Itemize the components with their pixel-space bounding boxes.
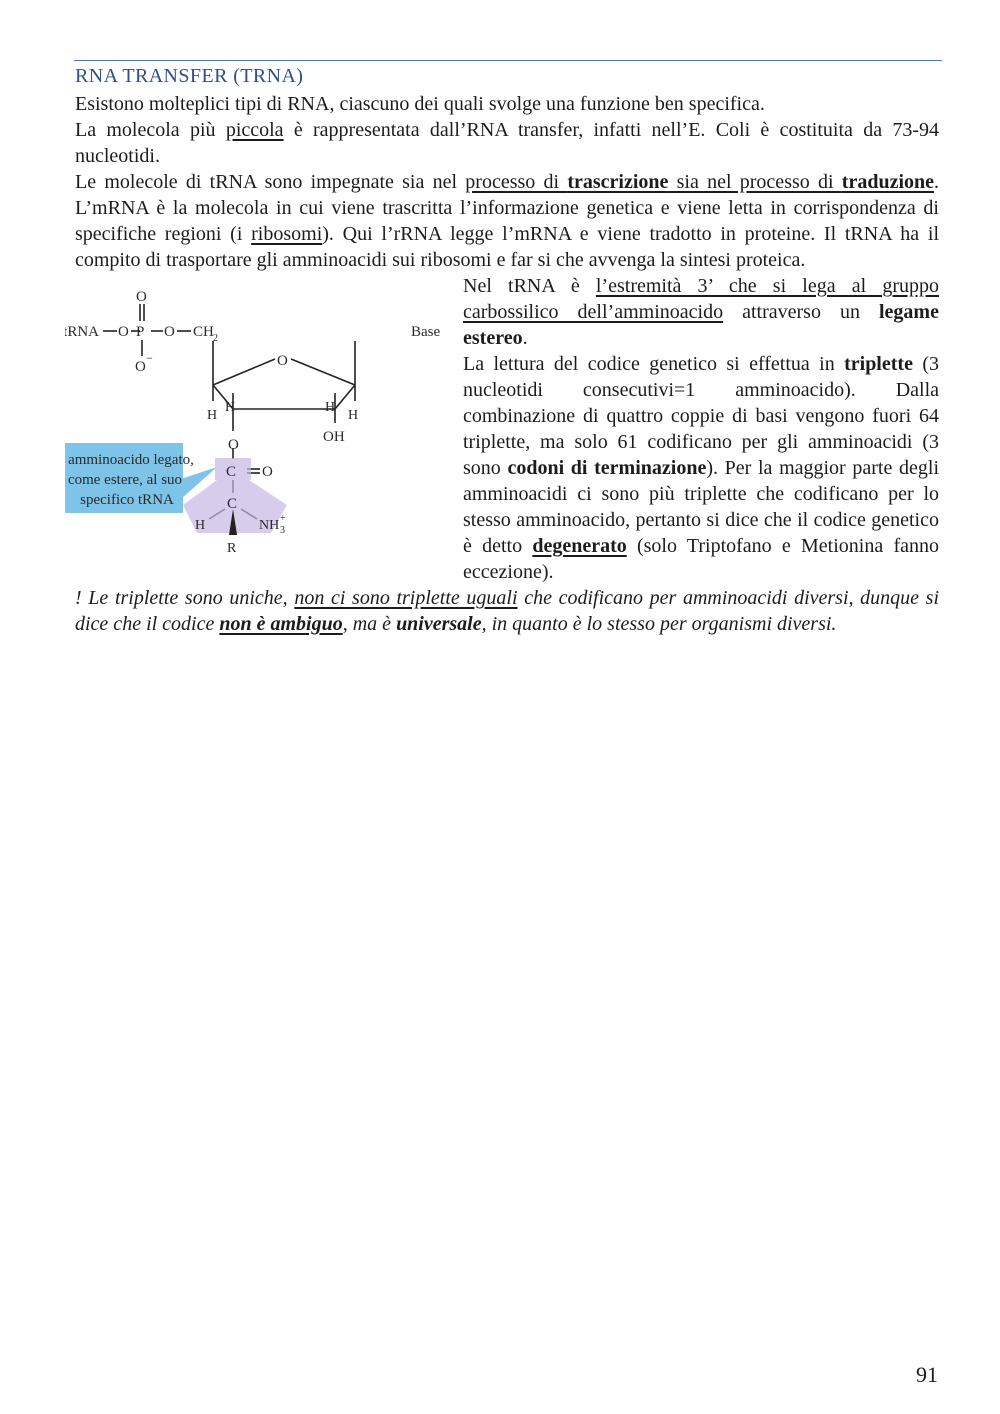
ring-oxygen: O <box>277 353 288 369</box>
trna-amino-acid-figure <box>65 273 457 581</box>
paragraph-3: Le molecole di tRNA sono impegnate sia nel processo di trascrizione sia nel processo di traduzione. L’mRNA è la molecola in cui viene trascritta l’informazione genetica e viene letta in corrispondenza di specifiche regioni (i ribosomi). Qui l’rRNA legge l’mRNA e viene tradotto in proteine. Il tRNA ha il compito di trasportare gli amminoacidi sui ribosomi e far si che avvenga la sintesi proteica. <box>75 171 940 271</box>
underlined-estremita: l’estremità 3’ che si lega al gruppo carbossilico dell’amminoacido <box>463 275 939 323</box>
nh3-subscript: 3 <box>280 525 285 536</box>
phosphate-o-left: O <box>118 324 129 340</box>
underlined-piccola: piccola <box>225 119 284 141</box>
trna-label: tRNA <box>65 324 99 340</box>
alpha-carbon: C <box>227 496 238 512</box>
page-number: 91 <box>916 1362 938 1387</box>
underlined-non-ambiguo: non è ambiguo <box>219 613 343 635</box>
ch2-subscript: 2 <box>213 333 218 344</box>
underlined-processes: processo di trascrizione sia nel processo di traduzione <box>465 171 935 193</box>
nh3-charge: + <box>280 513 286 524</box>
phosphate-o-minus: O <box>135 359 146 375</box>
ester-oxygen: O <box>228 437 239 453</box>
phosphate-double-o: O <box>136 289 147 305</box>
ch2-group: CH <box>193 324 214 340</box>
paragraph-1: Esistono molteplici tipi di RNA, ciascuno dei quali svolge una funzione ben specifica. <box>75 93 765 115</box>
section-heading: RNA TRANSFER (TRNA) <box>75 65 304 87</box>
ring-h-3: H <box>207 408 218 423</box>
r-group: R <box>227 541 237 556</box>
underlined-ribosomi: ribosomi <box>251 223 323 245</box>
ring-h-1: H <box>225 400 236 415</box>
underlined-triplette-uguali: non ci sono triplette uguali <box>294 587 518 609</box>
paragraph-2: La molecola più piccola è rappresentata dall’RNA transfer, infatti nell’E. Coli è costituita da 73-94 nucleotidi. <box>75 119 940 167</box>
underlined-degenerato: degenerato <box>532 535 627 557</box>
alpha-h: H <box>195 518 206 533</box>
phosphate-o-right: O <box>164 324 175 340</box>
phosphorus-atom: P <box>136 324 145 340</box>
carbonyl-oxygen: O <box>262 464 273 480</box>
minus-charge: − <box>146 351 153 365</box>
hydroxyl-group: OH <box>323 429 345 445</box>
ring-h-4: H <box>348 408 359 423</box>
carbonyl-carbon: C <box>226 464 237 480</box>
ring-h-2: H <box>325 400 336 415</box>
paragraph-6: ! Le triplette sono uniche, non ci sono triplette uguali che codificano per amminoacidi diversi, dunque si dice che il codice non è ambiguo, ma è universale, in quanto è lo stesso per organismi diversi. <box>75 587 940 635</box>
paragraph-4: Nel tRNA è l’estremità 3’ che si lega al gruppo carbossilico dell’amminoacido attraverso un legame estereo. <box>463 275 939 349</box>
callout-line-2: come estere, al suo <box>67 472 183 488</box>
header-rule <box>74 60 942 61</box>
body-text <box>65 91 940 637</box>
paragraph-5: La lettura del codice genetico si effettua in triplette (3 nucleotidi consecutivi=1 amminoacido). Dalla combinazione di quattro coppie di basi vengono fuori 64 triplette, ma solo 61 codificano per gli amminoacidi (3 sono codoni di terminazione). Per la maggior parte degli amminoacidi ci sono più triplette che codificano per lo stesso amminoacido, pertanto si dice che il codice genetico è detto degenerato (solo Triptofano e Metionina fanno eccezione). <box>463 353 939 583</box>
base-label: Base <box>411 324 441 340</box>
callout-line-1: amminoacido legato, <box>68 452 194 468</box>
ribose-ester-structure <box>65 273 457 581</box>
callout-line-3: specifico tRNA <box>80 492 174 508</box>
amino-group: NH <box>259 518 280 533</box>
